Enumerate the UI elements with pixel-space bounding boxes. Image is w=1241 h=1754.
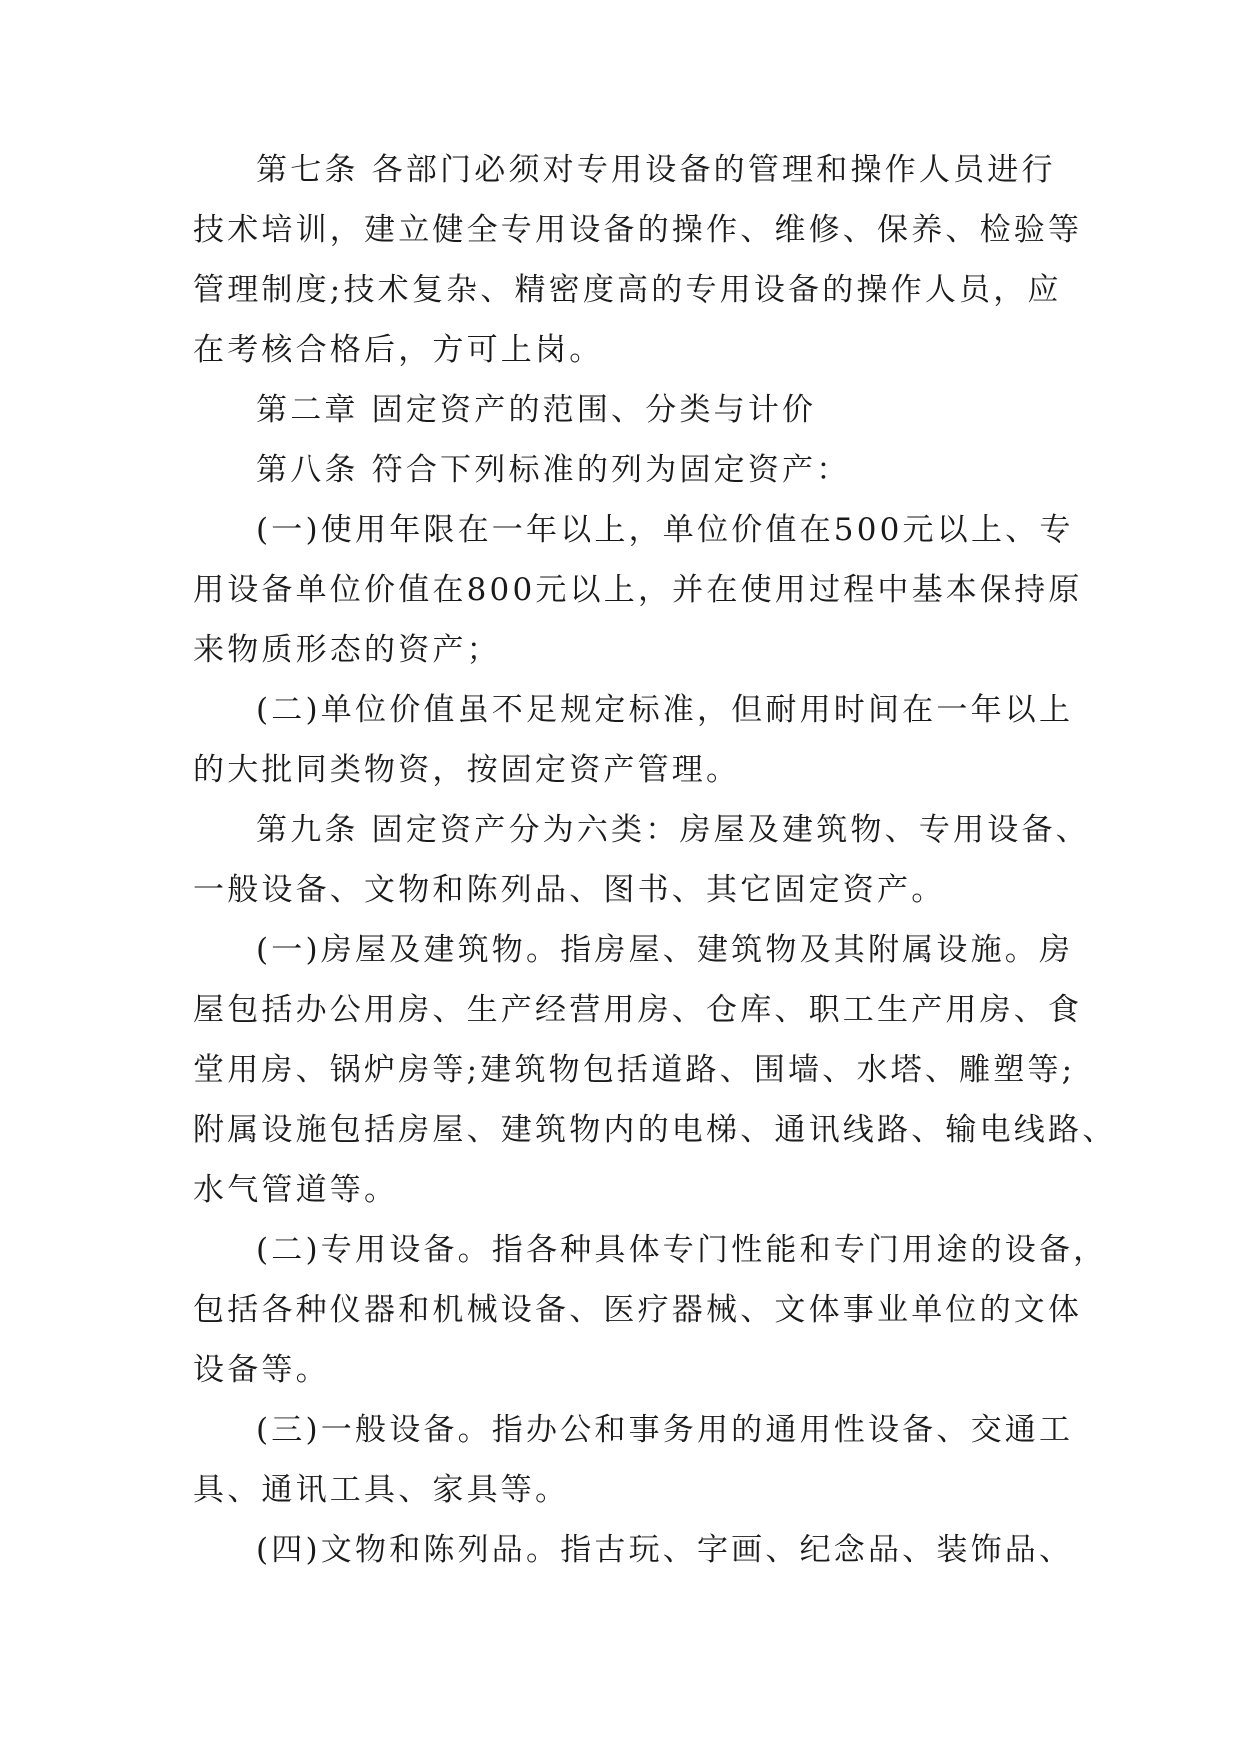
text-line: 来物质形态的资产； — [193, 632, 501, 668]
text-line: 水气管道等。 — [193, 1172, 399, 1208]
text-line: 包括各种仪器和机械设备、医疗器械、文体事业单位的文体 — [193, 1292, 1083, 1328]
text-line: 管理制度;技术复杂、精密度高的专用设备的操作人员，应 — [193, 272, 1062, 308]
text-line: 第九条 固定资产分为六类：房屋及建筑物、专用设备、 — [256, 812, 1090, 848]
text-line: 具、通讯工具、家具等。 — [193, 1472, 570, 1508]
text-line: (四)文物和陈列品。指古玩、字画、纪念品、装饰品、 — [256, 1532, 1074, 1568]
text-line: (一)使用年限在一年以上，单位价值在500元以上、专 — [256, 512, 1074, 548]
text-line: 用设备单位价值在800元以上，并在使用过程中基本保持原 — [193, 572, 1083, 608]
text-line: (一)房屋及建筑物。指房屋、建筑物及其附属设施。房 — [256, 932, 1074, 968]
text-line: (二)专用设备。指各种具体专门性能和专门用途的设备， — [256, 1232, 1108, 1268]
text-line: 技术培训，建立健全专用设备的操作、维修、保养、检验等 — [193, 212, 1083, 248]
text-line: 堂用房、锅炉房等;建筑物包括道路、围墙、水塔、雕塑等; — [193, 1052, 1076, 1088]
text-line: 的大批同类物资，按固定资产管理。 — [193, 752, 741, 788]
text-line: 在考核合格后，方可上岗。 — [193, 332, 604, 368]
text-line: (二)单位价值虽不足规定标准，但耐用时间在一年以上 — [256, 692, 1074, 728]
text-line: (三)一般设备。指办公和事务用的通用性设备、交通工 — [256, 1412, 1074, 1448]
text-line: 附属设施包括房屋、建筑物内的电梯、通讯线路、输电线路、 — [193, 1112, 1117, 1148]
text-line: 屋包括办公用房、生产经营用房、仓库、职工生产用房、食 — [193, 992, 1083, 1028]
text-line: 第八条 符合下列标准的列为固定资产： — [256, 452, 851, 488]
chapter-heading: 第二章 固定资产的范围、分类与计价 — [256, 392, 817, 428]
text-line: 设备等。 — [193, 1352, 330, 1388]
text-line: 一般设备、文物和陈列品、图书、其它固定资产。 — [193, 872, 946, 908]
text-line: 第七条 各部门必须对专用设备的管理和操作人员进行 — [256, 152, 1056, 188]
